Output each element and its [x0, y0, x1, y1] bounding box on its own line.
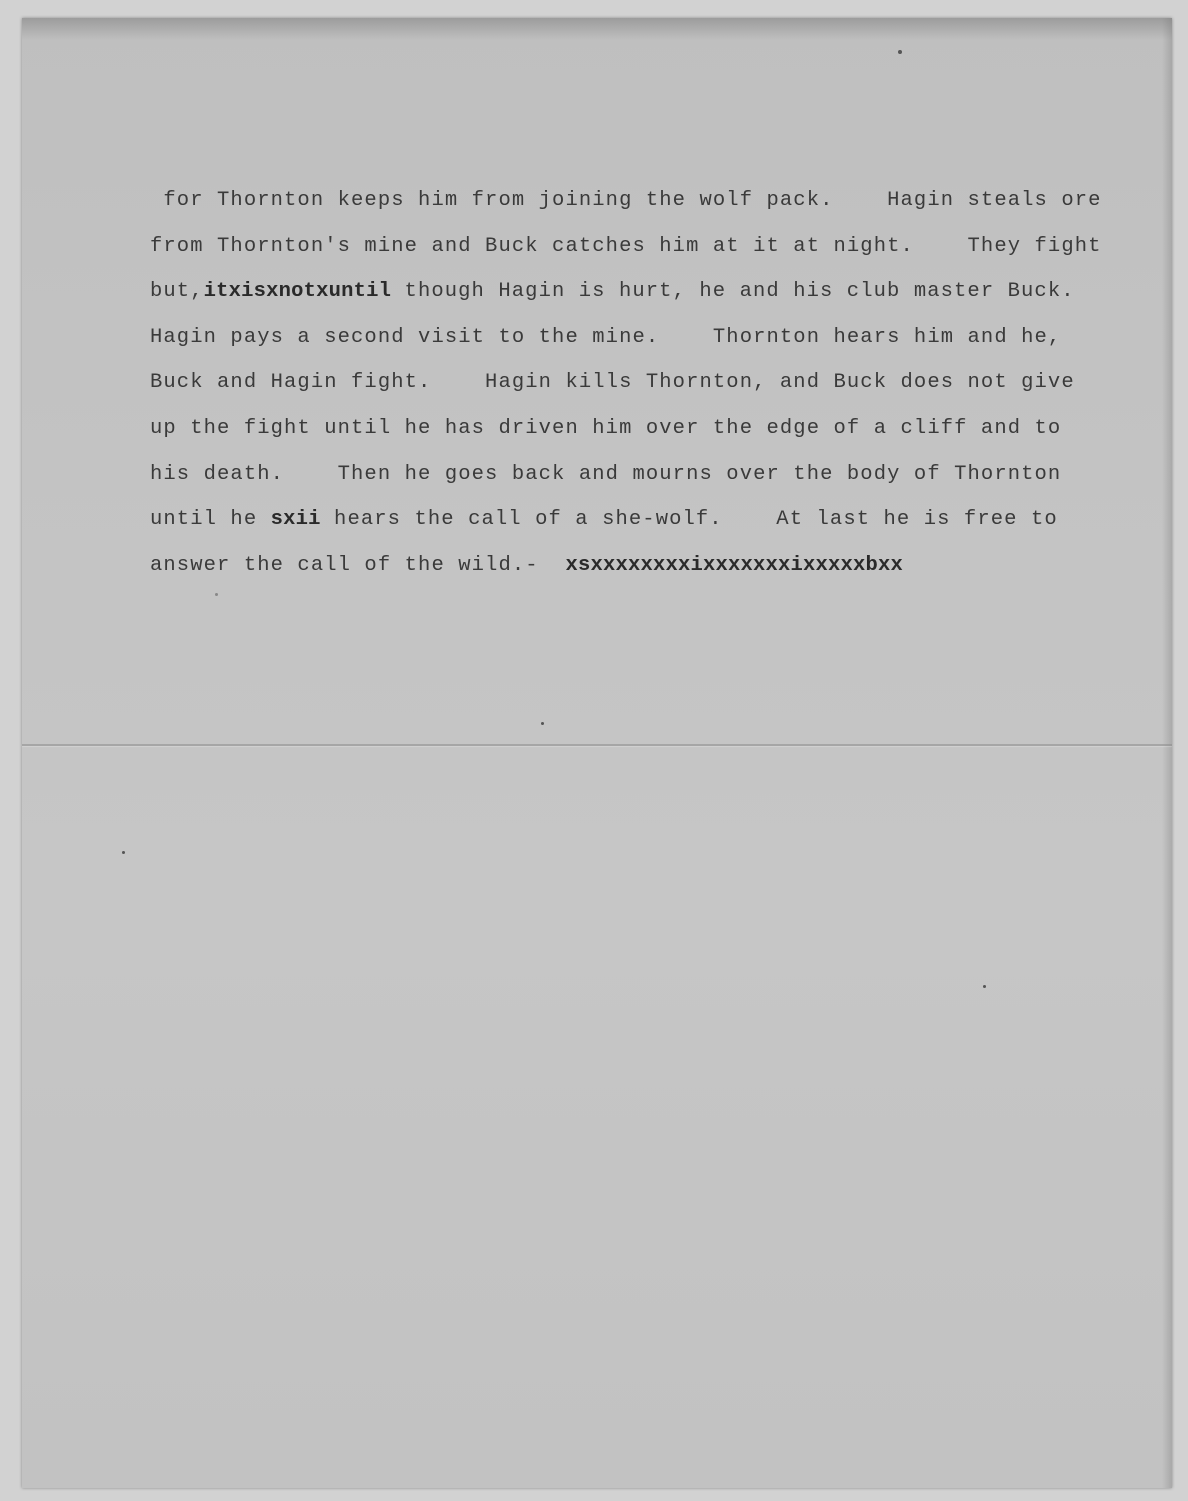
line-text: for Thornton keeps him from joining the wolf pack. Hagin steals ore: [150, 189, 1102, 212]
line-text: Hagin pays a second visit to the mine. Thornton hears him and he,: [150, 325, 1062, 349]
paper-speck: [541, 722, 544, 725]
line-text: but,: [150, 280, 204, 304]
paper-speck: [983, 985, 986, 988]
text-line-7: [150, 452, 1130, 498]
struck-out-text: xsxxxxxxxxixxxxxxxixxxxxbxx: [565, 553, 904, 577]
paper-speck: [122, 851, 125, 854]
line-text: until he: [150, 508, 271, 532]
line-text: Buck and Hagin fight. Hagin kills Thornton, and Buck does not give: [150, 371, 1075, 395]
paper-speck: [898, 50, 902, 54]
fold-line: [22, 744, 1172, 746]
typewritten-text: [150, 178, 1130, 588]
text-line-3: [150, 269, 1130, 315]
text-line-8: [150, 497, 1130, 543]
line-text: answer the call of the wild.-: [150, 553, 566, 577]
line-text: from Thornton's mine and Buck catches him at it at night. They fight: [150, 234, 1102, 258]
line-text: his death. Then he goes back and mourns over the body of Thornton: [150, 462, 1062, 486]
text-line-5: [150, 360, 1130, 406]
line-text: though Hagin is hurt, he and his club master Buck.: [391, 280, 1075, 304]
paper-speck: [215, 593, 218, 596]
right-edge-shadow: [1162, 18, 1172, 1488]
line-text: hears the call of a she-wolf. At last he is free to: [320, 508, 1058, 532]
text-line-9: [150, 543, 1130, 589]
text-line-1: [150, 178, 1130, 224]
line-text: up the fight until he has driven him over the edge of a cliff and to: [150, 416, 1062, 440]
text-line-6: [150, 406, 1130, 452]
top-edge-shadow: [22, 18, 1172, 40]
struck-out-text: sxii: [270, 508, 321, 532]
text-line-4: [150, 315, 1130, 361]
struck-out-text: itxisxnotxuntil: [203, 280, 392, 304]
text-line-2: [150, 224, 1130, 270]
